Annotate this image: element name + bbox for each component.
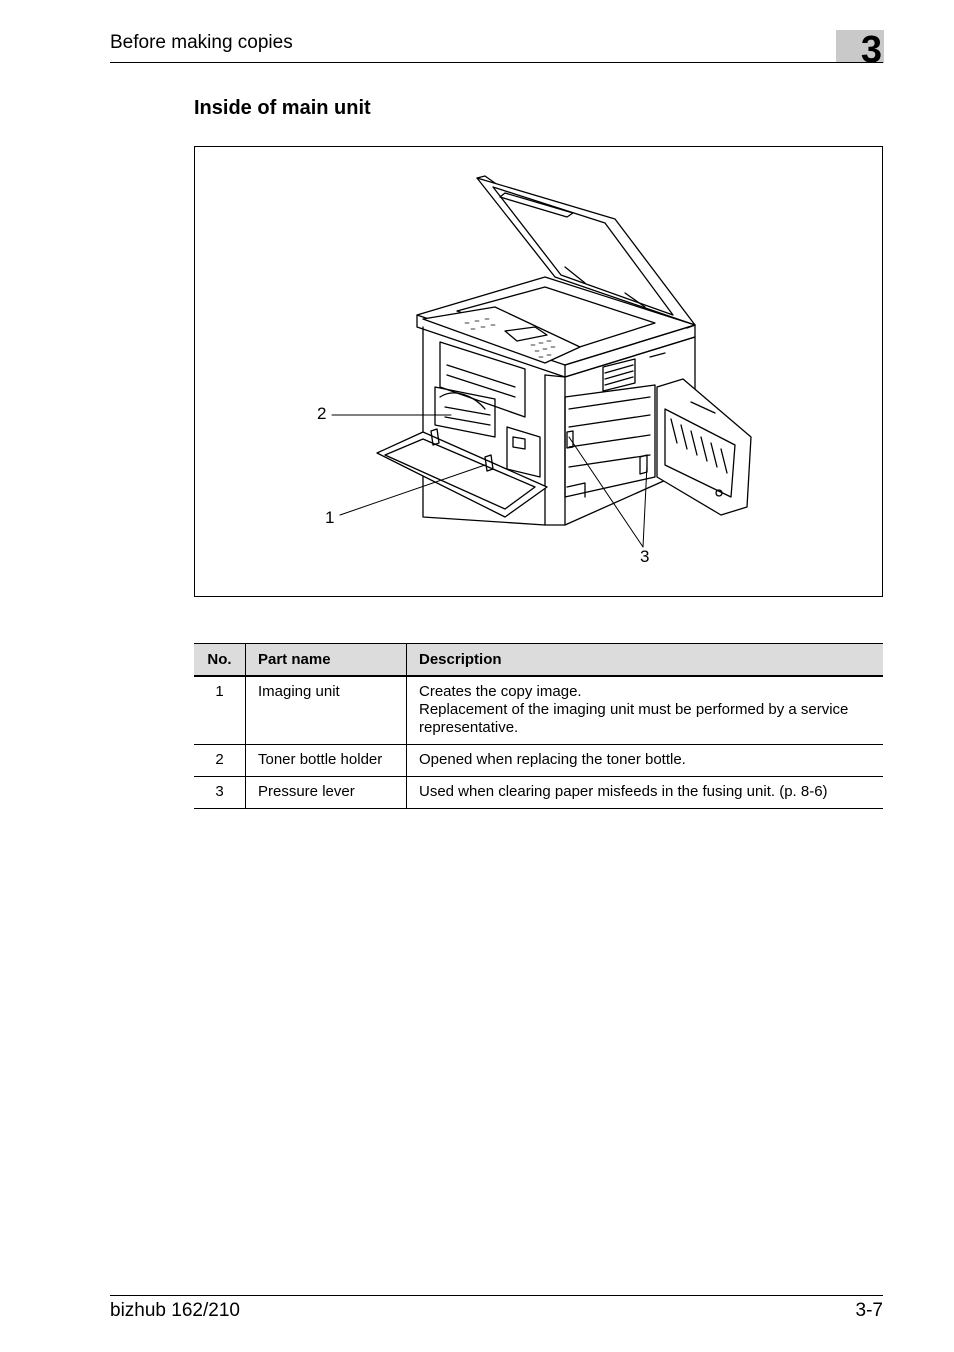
copier-interior-figure: [194, 146, 883, 597]
running-header-title: Before making copies: [110, 32, 293, 53]
copier-illustration: [195, 147, 882, 596]
parts-table: [194, 643, 883, 809]
cell-description: [407, 676, 884, 745]
column-header-description: Description: [407, 644, 884, 677]
footer-page-number: 3-7: [855, 1300, 883, 1321]
cell-part-name: Pressure lever: [246, 777, 407, 809]
callout-label: 1: [325, 508, 335, 527]
header-divider: [110, 62, 883, 63]
column-header-part-name: Part name: [246, 644, 407, 677]
footer-model-name: bizhub 162/210: [110, 1300, 240, 1321]
callout-label: 2: [317, 404, 327, 423]
table-row: [194, 745, 883, 777]
description-line: Creates the copy image.: [419, 683, 582, 700]
footer-divider: [110, 1295, 883, 1296]
cell-no: 1: [194, 676, 246, 745]
description-line: Used when clearing paper misfeeds in the fusing unit. (p. 8-6): [419, 783, 828, 800]
section-title: Inside of main unit: [194, 97, 371, 119]
column-header-no: No.: [194, 644, 246, 677]
table-row: [194, 777, 883, 809]
callout-label: 3: [640, 547, 650, 566]
cell-part-name: Toner bottle holder: [246, 745, 407, 777]
side-door: [657, 379, 751, 515]
chapter-number-tab: 3: [836, 30, 884, 63]
cell-description: [407, 777, 884, 809]
description-line: Opened when replacing the toner bottle.: [419, 751, 686, 768]
table-row: [194, 676, 883, 745]
cell-description: [407, 745, 884, 777]
cell-part-name: Imaging unit: [246, 676, 407, 745]
cell-no: 2: [194, 745, 246, 777]
description-line: Replacement of the imaging unit must be performed by a service representative.: [419, 701, 849, 736]
cell-no: 3: [194, 777, 246, 809]
table-header-row: [194, 644, 883, 677]
